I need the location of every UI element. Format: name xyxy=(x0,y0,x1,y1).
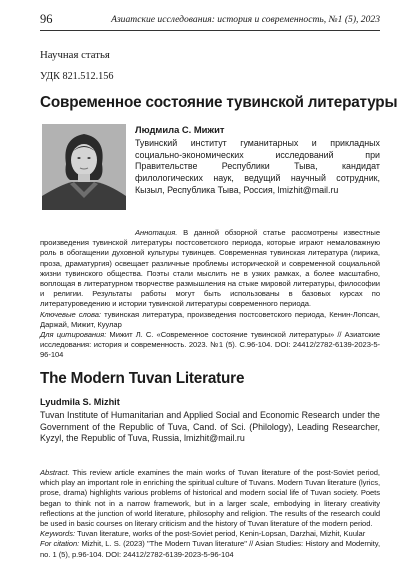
keywords-en xyxy=(40,529,380,539)
keywords-label-en: Keywords: xyxy=(40,529,76,539)
header-rule xyxy=(40,30,380,31)
author-affiliation-ru: Тувинский институт гуманитарных и прикладных социально-экономических исследований при Правительстве Республики Тыва, кандидат филологических наук, ведущий научный сотрудник, Кызыл, Республика Тыва, Россия, lmizhit@mail.ru xyxy=(135,137,380,195)
author-name-ru: Людмила С. Мижит xyxy=(135,124,225,135)
section-label: Научная статья xyxy=(40,49,110,61)
abstract-block-ru xyxy=(40,228,380,361)
keywords-ru xyxy=(40,310,380,330)
citation-text-en: Mizhit, L. S. (2023) "The Modern Tuvan literature" // Asian Studies: History and Modernity, no. 1 (5), p.96-104. DOI: 24412/2782-6139-2023-5-96-104 xyxy=(40,539,381,559)
author-affiliation-en: Tuvan Institute of Humanitarian and Applied Social and Economic Research under the Government of the Republic of Tuva, Cand. of Sci. (Philology), Leading Researcher, Kyzyl, the Republic of Tuva, Russia, lmizhit@mail.ru xyxy=(40,409,380,444)
citation-label-ru: Для цитирования: xyxy=(40,330,107,340)
citation-label-en: For citation: xyxy=(40,539,80,549)
author-name-en: Lyudmila S. Mizhit xyxy=(40,397,120,407)
abstract-label-ru: Аннотация. xyxy=(135,228,178,237)
abstract-text-ru: В данной обзорной статье рассмотрены известные произведения тувинской литературы постсоветского периода, которые играют немаловажную роль в обогащении духовной культуры тувинцев. Современная тувинская литература (лирика, проза, драматургия) освещает различные проблемы исторической и современной социальной жизни тувинского общества. Поэты стали мыслить не в узких рамках, а более масштабно, воплощая в литературном творчестве размышления на стыке мировой литературы, философии и религии. Результаты работы могут быть использованы в базовых курсах по литературоведению и истории тувинской литературы современного периода. xyxy=(40,228,380,309)
article-title-ru: Современное состояние тувинской литературы xyxy=(40,94,398,111)
udk-code: УДК 821.512.156 xyxy=(40,71,114,82)
page-number: 96 xyxy=(40,12,53,26)
abstract-ru xyxy=(40,228,380,310)
running-header xyxy=(40,12,380,28)
citation-text-ru: Мижит Л. С. «Современное состояние тувинской литературы» // Азиатские исследования: история и современность. 2023. №1 (5). С.96-104. DOI: 24412/2782-6139-2023-5-96-104 xyxy=(40,330,380,360)
abstract-block-en xyxy=(40,468,380,560)
author-photo xyxy=(42,124,126,210)
author-info-en xyxy=(40,397,380,445)
citation-en xyxy=(40,539,380,559)
abstract-label-en: Abstract. xyxy=(40,468,70,477)
abstract-text-en: This review article examines the main works of Tuvan literature of the post-Soviet period, which play an important role in enriching the spiritual culture of Tuvans. Modern Tuvan literature (lyrics, prose, drama) highlights various problems of historical and modern social life of Tuvan society. Poets began to think not in a narrow framework, but in a larger scale, embodying in literary creativity reflections at the junction of world literature, philosophy and religion. The results of the research could be used in basic courses on literary criticism and the history of Tuvan literature of the modern period. xyxy=(40,468,380,529)
abstract-en xyxy=(40,468,380,529)
keywords-text-en: Tuvan literature, works of the post-Soviet period, Kenin-Lopsan, Darzhai, Mizhit, Kuular xyxy=(76,529,366,539)
author-info-ru xyxy=(135,124,380,197)
keywords-label-ru: Ключевые слова: xyxy=(40,309,101,319)
keywords-text-ru: тувинская литература, произведения постсоветского периода, Кенин-Лопсан, Даржай, Мижит, Куулар xyxy=(40,309,380,329)
journal-title: Азиатские исследования: история и современность, №1 (5), 2023 xyxy=(111,14,380,25)
article-title-en: The Modern Tuvan Literature xyxy=(40,370,245,387)
citation-ru xyxy=(40,330,380,361)
